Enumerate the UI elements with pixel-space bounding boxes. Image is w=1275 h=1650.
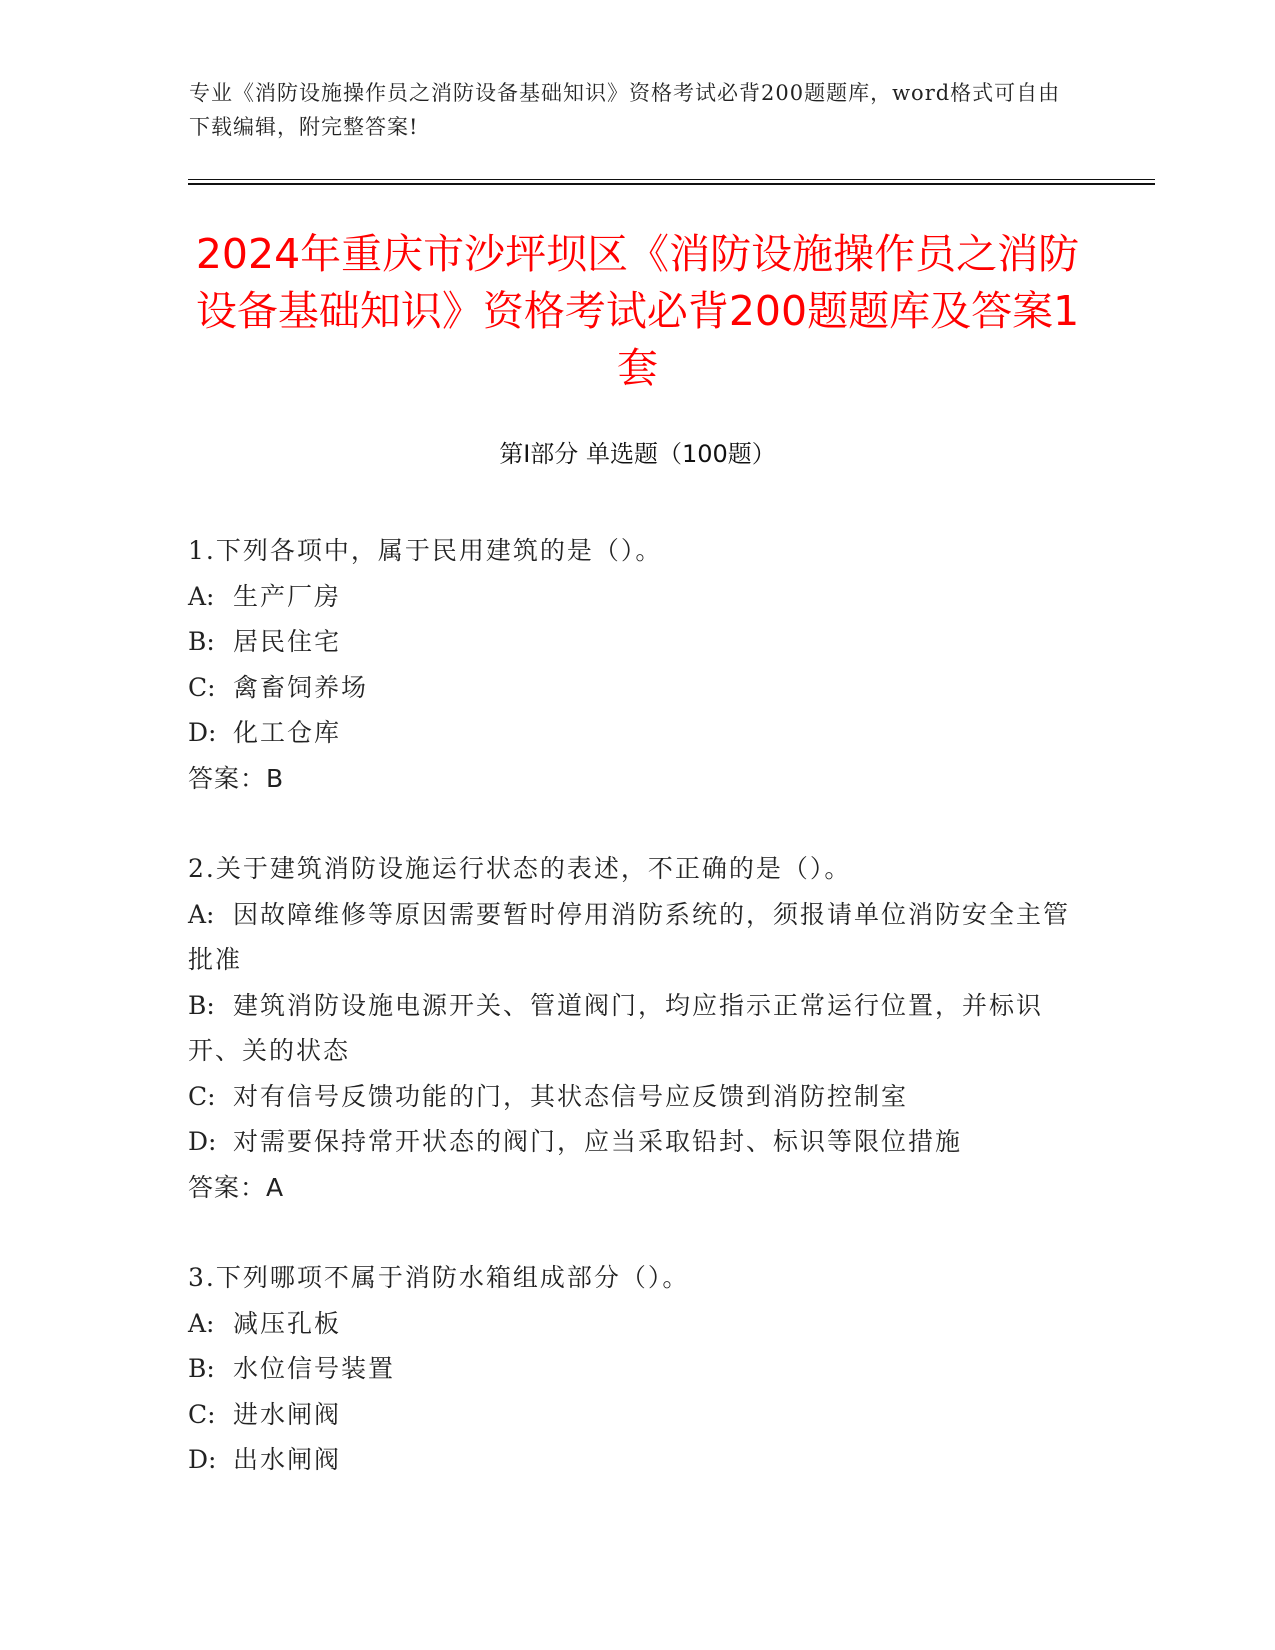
question-1 [188,528,1088,801]
question-stem: 2.关于建筑消防设施运行状态的表述，不正确的是（）。 [188,854,852,883]
option-text: 对需要保持常开状态的阀门，应当采取铅封、标识等限位措施 [233,1127,963,1156]
option-text: 化工仓库 [233,718,342,747]
option-key: A: [188,899,215,929]
header-note: 专业《消防设施操作员之消防设备基础知识》资格考试必背200题题库，word格式可自由下载编辑，附完整答案! [189,81,1061,139]
option-a [188,892,1088,983]
option-text: 因故障维修等原因需要暂时停用消防系统的，须报请单位消防安全主管批准 [188,899,1071,974]
option-key: D: [188,1445,217,1474]
option-text: 减压孔板 [233,1308,342,1338]
option-key: D: [188,718,217,747]
option-text: 进水闸阀 [233,1399,342,1429]
option-text: 居民住宅 [233,627,342,656]
option-key: C: [188,672,216,702]
option-text: 建筑消防设施电源开关、管道阀门，均应指示正常运行位置，并标识开、关的状态 [188,990,1044,1065]
option-a [188,1301,1088,1347]
question-3 [188,1255,1088,1483]
option-c [188,665,1088,711]
option-key: C: [188,1399,216,1429]
option-c [188,1074,1088,1120]
option-text: 水位信号装置 [233,1354,396,1383]
option-key: A: [188,581,215,611]
answer-line: 答案：A [188,1172,285,1202]
section-heading: 第I部分 单选题（100题） [499,440,776,468]
option-key: A: [188,1308,215,1338]
option-d [188,710,1088,756]
header-divider-thick [188,183,1155,185]
option-key: B: [188,627,215,656]
option-a [188,574,1088,620]
option-key: C: [188,1081,216,1111]
question-stem: 3.下列哪项不属于消防水箱组成部分（）。 [188,1263,690,1292]
question-stem: 1.下列各项中，属于民用建筑的是（）。 [188,536,663,565]
question-2 [188,846,1088,1210]
option-text: 生产厂房 [233,581,342,611]
question-list [188,528,1088,1528]
answer-line: 答案：B [188,763,285,793]
header-divider-thin [188,179,1155,180]
option-b [188,983,1088,1074]
option-b [188,1346,1088,1392]
option-d [188,1119,1088,1165]
option-key: B: [188,990,215,1020]
option-b [188,619,1088,665]
option-c [188,1392,1088,1438]
option-text: 出水闸阀 [233,1445,342,1474]
option-d [188,1437,1088,1483]
option-text: 对有信号反馈功能的门，其状态信号应反馈到消防控制室 [233,1081,909,1111]
option-text: 禽畜饲养场 [233,672,369,702]
option-key: D: [188,1127,217,1156]
option-key: B: [188,1354,215,1383]
document-title: 2024年重庆市沙坪坝区《消防设施操作员之消防设备基础知识》资格考试必背200题题库及答案1套 [195,230,1080,392]
